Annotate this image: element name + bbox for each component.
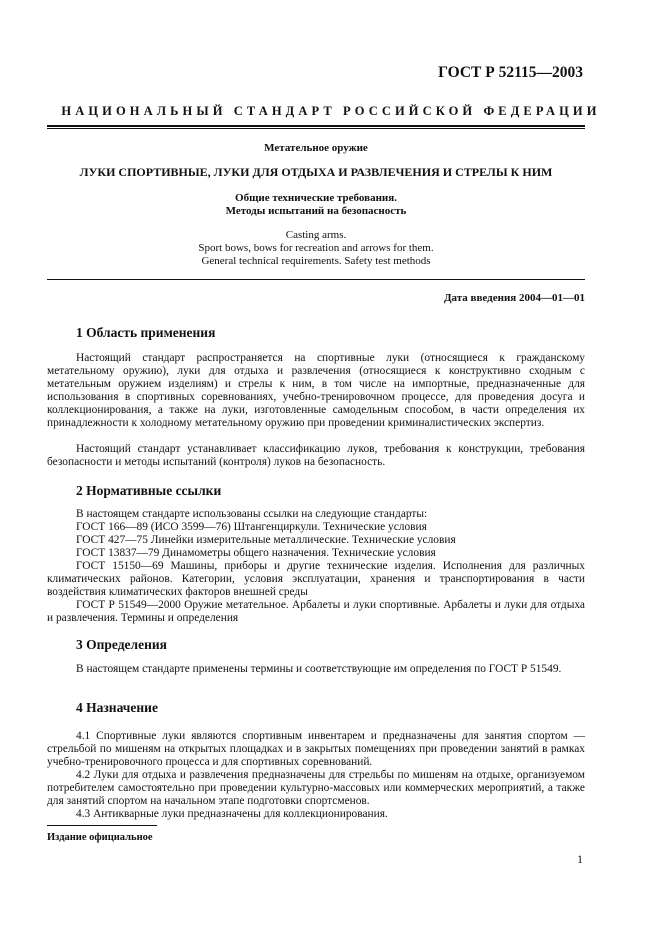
section-1-paragraph-2-text: Настоящий стандарт устанавливает классификацию луков, требования к конструкции, требования безопасности и методы испытаний (контроля) луков на безопасность.: [47, 443, 585, 468]
introduction-date: Дата введения 2004—01—01: [443, 292, 585, 304]
category-title: Метательное оружие: [264, 142, 368, 154]
english-title-line-2: Sport bows, bows for recreation and arrows for them.: [198, 242, 434, 254]
section-1-paragraph-1: [47, 352, 585, 429]
document-id: ГОСТ Р 52115—2003: [438, 64, 583, 81]
english-title-line-1: Casting arms.: [285, 229, 347, 241]
title-rule: [47, 279, 585, 280]
subtitle-line-2: Методы испытаний на безопасность: [225, 205, 407, 217]
header-rule-thin: [47, 128, 585, 129]
header-rule-thick: [47, 125, 585, 127]
reference-item: ГОСТ 15150—69 Машины, приборы и другие технические изделия. Исполнения для различных климатических районов. Категории, условия эксплуатации, хранения и транспортирования в части воздействия климатических факторов внешней среды: [47, 560, 585, 598]
section-1-paragraph-2: [47, 443, 585, 469]
reference-item: ГОСТ 427—75 Линейки измерительные металлические. Технические условия: [76, 534, 456, 546]
section-1-paragraph-1-text: Настоящий стандарт распространяется на спортивные луки (относящиеся к гражданскому метательному оружию), луки для отдыха и развлечения (относящиеся к конструктивно сходным с метательным оружием изделиям) и стрелы к ним, в том числе на импортные, предназначенные для использования в спортивных соревнованиях, учебно-тренировочном процессе, для проведения досуга и коллекционирования, а также на луки, изготовленные самодельным способом, в части определения их принадлежности к холодному метательному оружию при проведении криминалистических экспертиз.: [47, 352, 585, 429]
section-4-paragraph-3: 4.3 Антикварные луки предназначены для коллекционирования.: [76, 808, 388, 820]
english-title-line-3: General technical requirements. Safety test methods: [201, 255, 431, 267]
section-4-paragraph-2: 4.2 Луки для отдыха и развлечения предназначены для стрельбы по мишеням на отдыхе, организуемом потребителем самостоятельно при проведении культурно-массовых или коммерческих мероприятий, а также для занятий спортом на начальном этапе подготовки спортсменов.: [47, 769, 585, 807]
section-2-heading: 2 Нормативные ссылки: [76, 483, 222, 498]
reference-item: ГОСТ 13837—79 Динамометры общего назначения. Технические условия: [76, 547, 436, 559]
section-4-paragraph-1: 4.1 Спортивные луки являются спортивным инвентарем и предназначены для занятия спортом — стрельбой по мишеням на открытых площадках и в закрытых помещениях при проведении занятий в рамках учебно-тренировочного процесса и для спортивных соревнований.: [47, 730, 585, 768]
reference-item: ГОСТ Р 51549—2000 Оружие метательное. Арбалеты и луки спортивные. Арбалеты и луки для отдыха и развлечения. Термины и определения: [47, 599, 585, 624]
subtitle-line-1: Общие технические требования.: [235, 192, 397, 204]
reference-item: ГОСТ 166—89 (ИСО 3599—76) Штангенциркули. Технические условия: [76, 521, 427, 533]
section-2-intro: В настоящем стандарте использованы ссылки на следующие стандарты:: [76, 508, 428, 520]
section-1-heading: 1 Область применения: [76, 325, 216, 340]
national-standard-banner: НАЦИОНАЛЬНЫЙ СТАНДАРТ РОССИЙСКОЙ ФЕДЕРАЦИИ: [61, 104, 601, 118]
footer-rule: [47, 825, 157, 826]
section-3-heading: 3 Определения: [76, 637, 167, 652]
main-title: ЛУКИ СПОРТИВНЫЕ, ЛУКИ ДЛЯ ОТДЫХА И РАЗВЛЕЧЕНИЯ И СТРЕЛЫ К НИМ: [79, 165, 553, 179]
page-number: 1: [577, 852, 583, 866]
official-edition-label: Издание официальное: [47, 832, 153, 843]
section-3-paragraph: В настоящем стандарте применены термины и соответствующие им определения по ГОСТ Р 51549.: [76, 663, 562, 675]
section-4-heading: 4 Назначение: [76, 700, 158, 715]
